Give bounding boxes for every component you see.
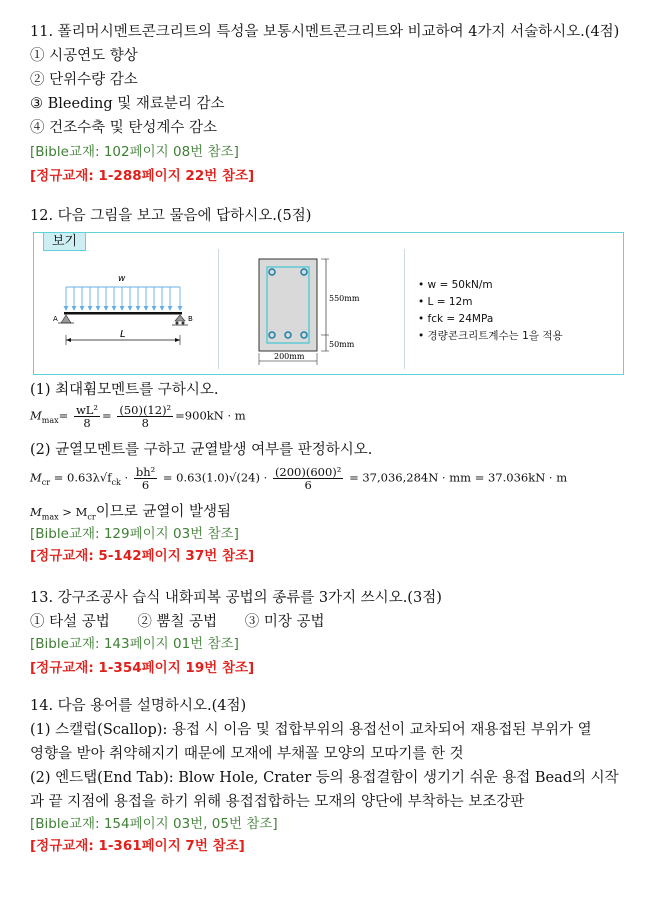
q11-item-3: ③ Bleeding 및 재료분리 감소: [30, 96, 225, 112]
q14-main-ref: [정규교재: 1-361페이지 7번 참조]: [30, 838, 245, 854]
box-divider-1: [218, 249, 219, 369]
eq1-lhs: M: [30, 408, 42, 423]
section-diagram: [239, 249, 399, 369]
support-a: [61, 315, 71, 323]
given-l: • L = 12m: [418, 296, 473, 308]
q11-item-4: ④ 건조수축 및 탄성계수 감소: [30, 120, 218, 136]
eq2-pre: = 0.63λ√f: [53, 470, 112, 485]
load-label-w: w: [118, 274, 126, 284]
support-a-label: A: [53, 315, 58, 323]
eq2-lhs: M: [30, 470, 42, 485]
beam-diagram: [44, 257, 214, 367]
q12-conclusion: $M_{max} > M_{cr}$이므로 균열이 발생됨: [30, 504, 231, 522]
eq2-mid: = 0.63(1.0)√(24) ·: [162, 470, 268, 485]
eq2-result: = 37,036,284N · mm = 37.036kN · m: [349, 470, 568, 485]
given-fck: • fck = 24MPa: [418, 313, 494, 325]
q13-bible-ref: [Bible교재: 143페이지 01번 참조]: [30, 636, 239, 652]
eq1-frac2: $\frac{\text{(50)(12)²}}{8}$: [119, 403, 172, 430]
support-b: [175, 315, 185, 321]
q11-bible-ref: [Bible교재: 102페이지 08번 참조]: [30, 144, 239, 160]
section-cover-label: 50mm: [329, 340, 355, 349]
eq1-frac1: $\frac{\text{wL²}}{8}$: [75, 403, 99, 430]
example-box-title: 보기: [43, 232, 86, 251]
q13-answer: ① 타설 공법 ② 뿜칠 공법 ③ 미장 공법: [30, 614, 325, 630]
q14-line-1: (1) 스캘럽(Scallop): 용접 시 이음 및 접합부위의 용접선이 교차되어 재용접된 부위가 열: [30, 722, 592, 738]
section-height-label: 550mm: [329, 294, 360, 303]
section-width-label: 200mm: [274, 352, 305, 361]
q11-item-2: ② 단위수량 감소: [30, 72, 138, 88]
given-lambda: • 경량콘크리트계수는 1을 적용: [418, 330, 563, 342]
q14-bible-ref: [Bible교재: 154페이지 03번, 05번 참조]: [30, 816, 278, 832]
q13-main-ref: [정규교재: 1-354페이지 19번 참조]: [30, 660, 255, 676]
eq1-lhs-sub: max: [41, 415, 59, 425]
support-b-label: B: [188, 315, 193, 323]
q11-title: 11. 폴리머시멘트콘크리트의 특성을 보통시멘트콘크리트와 비교하여 4가지 서술하시오.(4점): [30, 24, 620, 40]
equation-crack-moment: $M_{cr} = 0.63\lambda√f_{ck}$ · $\frac{\text{bh²}}{6}$ = 0.63(1.0)√(24) · $\frac{\text{(200)(600)²}}{6}$ = 37,036,284N · mm = 37.036kN · m: [30, 465, 568, 492]
given-w: • w = 50kN/m: [418, 279, 493, 291]
q12-main-ref: [정규교재: 5-142페이지 37번 참조]: [30, 548, 255, 564]
span-label-l: L: [120, 329, 126, 340]
concrete-section: [259, 259, 317, 351]
eq2-frac2: $\frac{\text{(200)(600)²}}{6}$: [274, 465, 342, 492]
q14-line-2: 영향을 받아 취약해지기 때문에 모재에 부채꼴 모양의 모따기를 한 것: [30, 746, 464, 762]
q11-item-1: ① 시공연도 향상: [30, 48, 138, 64]
example-box: [33, 232, 624, 375]
eq2-frac1: $\frac{\text{bh²}}{6}$: [135, 465, 156, 492]
beam: [64, 312, 182, 315]
q13-title: 13. 강구조공사 습식 내화피복 공법의 종류를 3가지 쓰시오.(3점): [30, 590, 442, 606]
q14-title: 14. 다음 용어를 설명하시오.(4점): [30, 698, 247, 714]
eq2-lhs-sub: cr: [41, 477, 51, 487]
q14-line-3: (2) 엔드탭(End Tab): Blow Hole, Crater 등의 용접결함이 생기기 쉬운 용접 Bead의 시작: [30, 770, 619, 786]
q12-title: 12. 다음 그림을 보고 물음에 답하시오.(5점): [30, 208, 312, 224]
q12-part1: (1) 최대휨모멘트를 구하시오.: [30, 382, 219, 398]
box-divider-2: [404, 249, 405, 369]
given-values: [418, 277, 563, 345]
q12-part2: (2) 균열모멘트를 구하고 균열발생 여부를 판정하시오.: [30, 442, 373, 458]
eq2-pre-sub: ck: [111, 477, 121, 487]
q12-bible-ref: [Bible교재: 129페이지 03번 참조]: [30, 526, 239, 542]
q14-line-4: 과 끝 지점에 용접을 하기 위해 용접접합하는 모재의 양단에 부착하는 보조강판: [30, 794, 525, 810]
eq1-result: =900kN · m: [175, 408, 246, 423]
equation-max-moment: $M_{max}=$ $\frac{\text{wL²}}{8}$ = $\frac{\text{(50)(12)²}}{8}$ =900kN · m: [30, 403, 246, 430]
q11-main-ref: [정규교재: 1-288페이지 22번 참조]: [30, 168, 255, 184]
